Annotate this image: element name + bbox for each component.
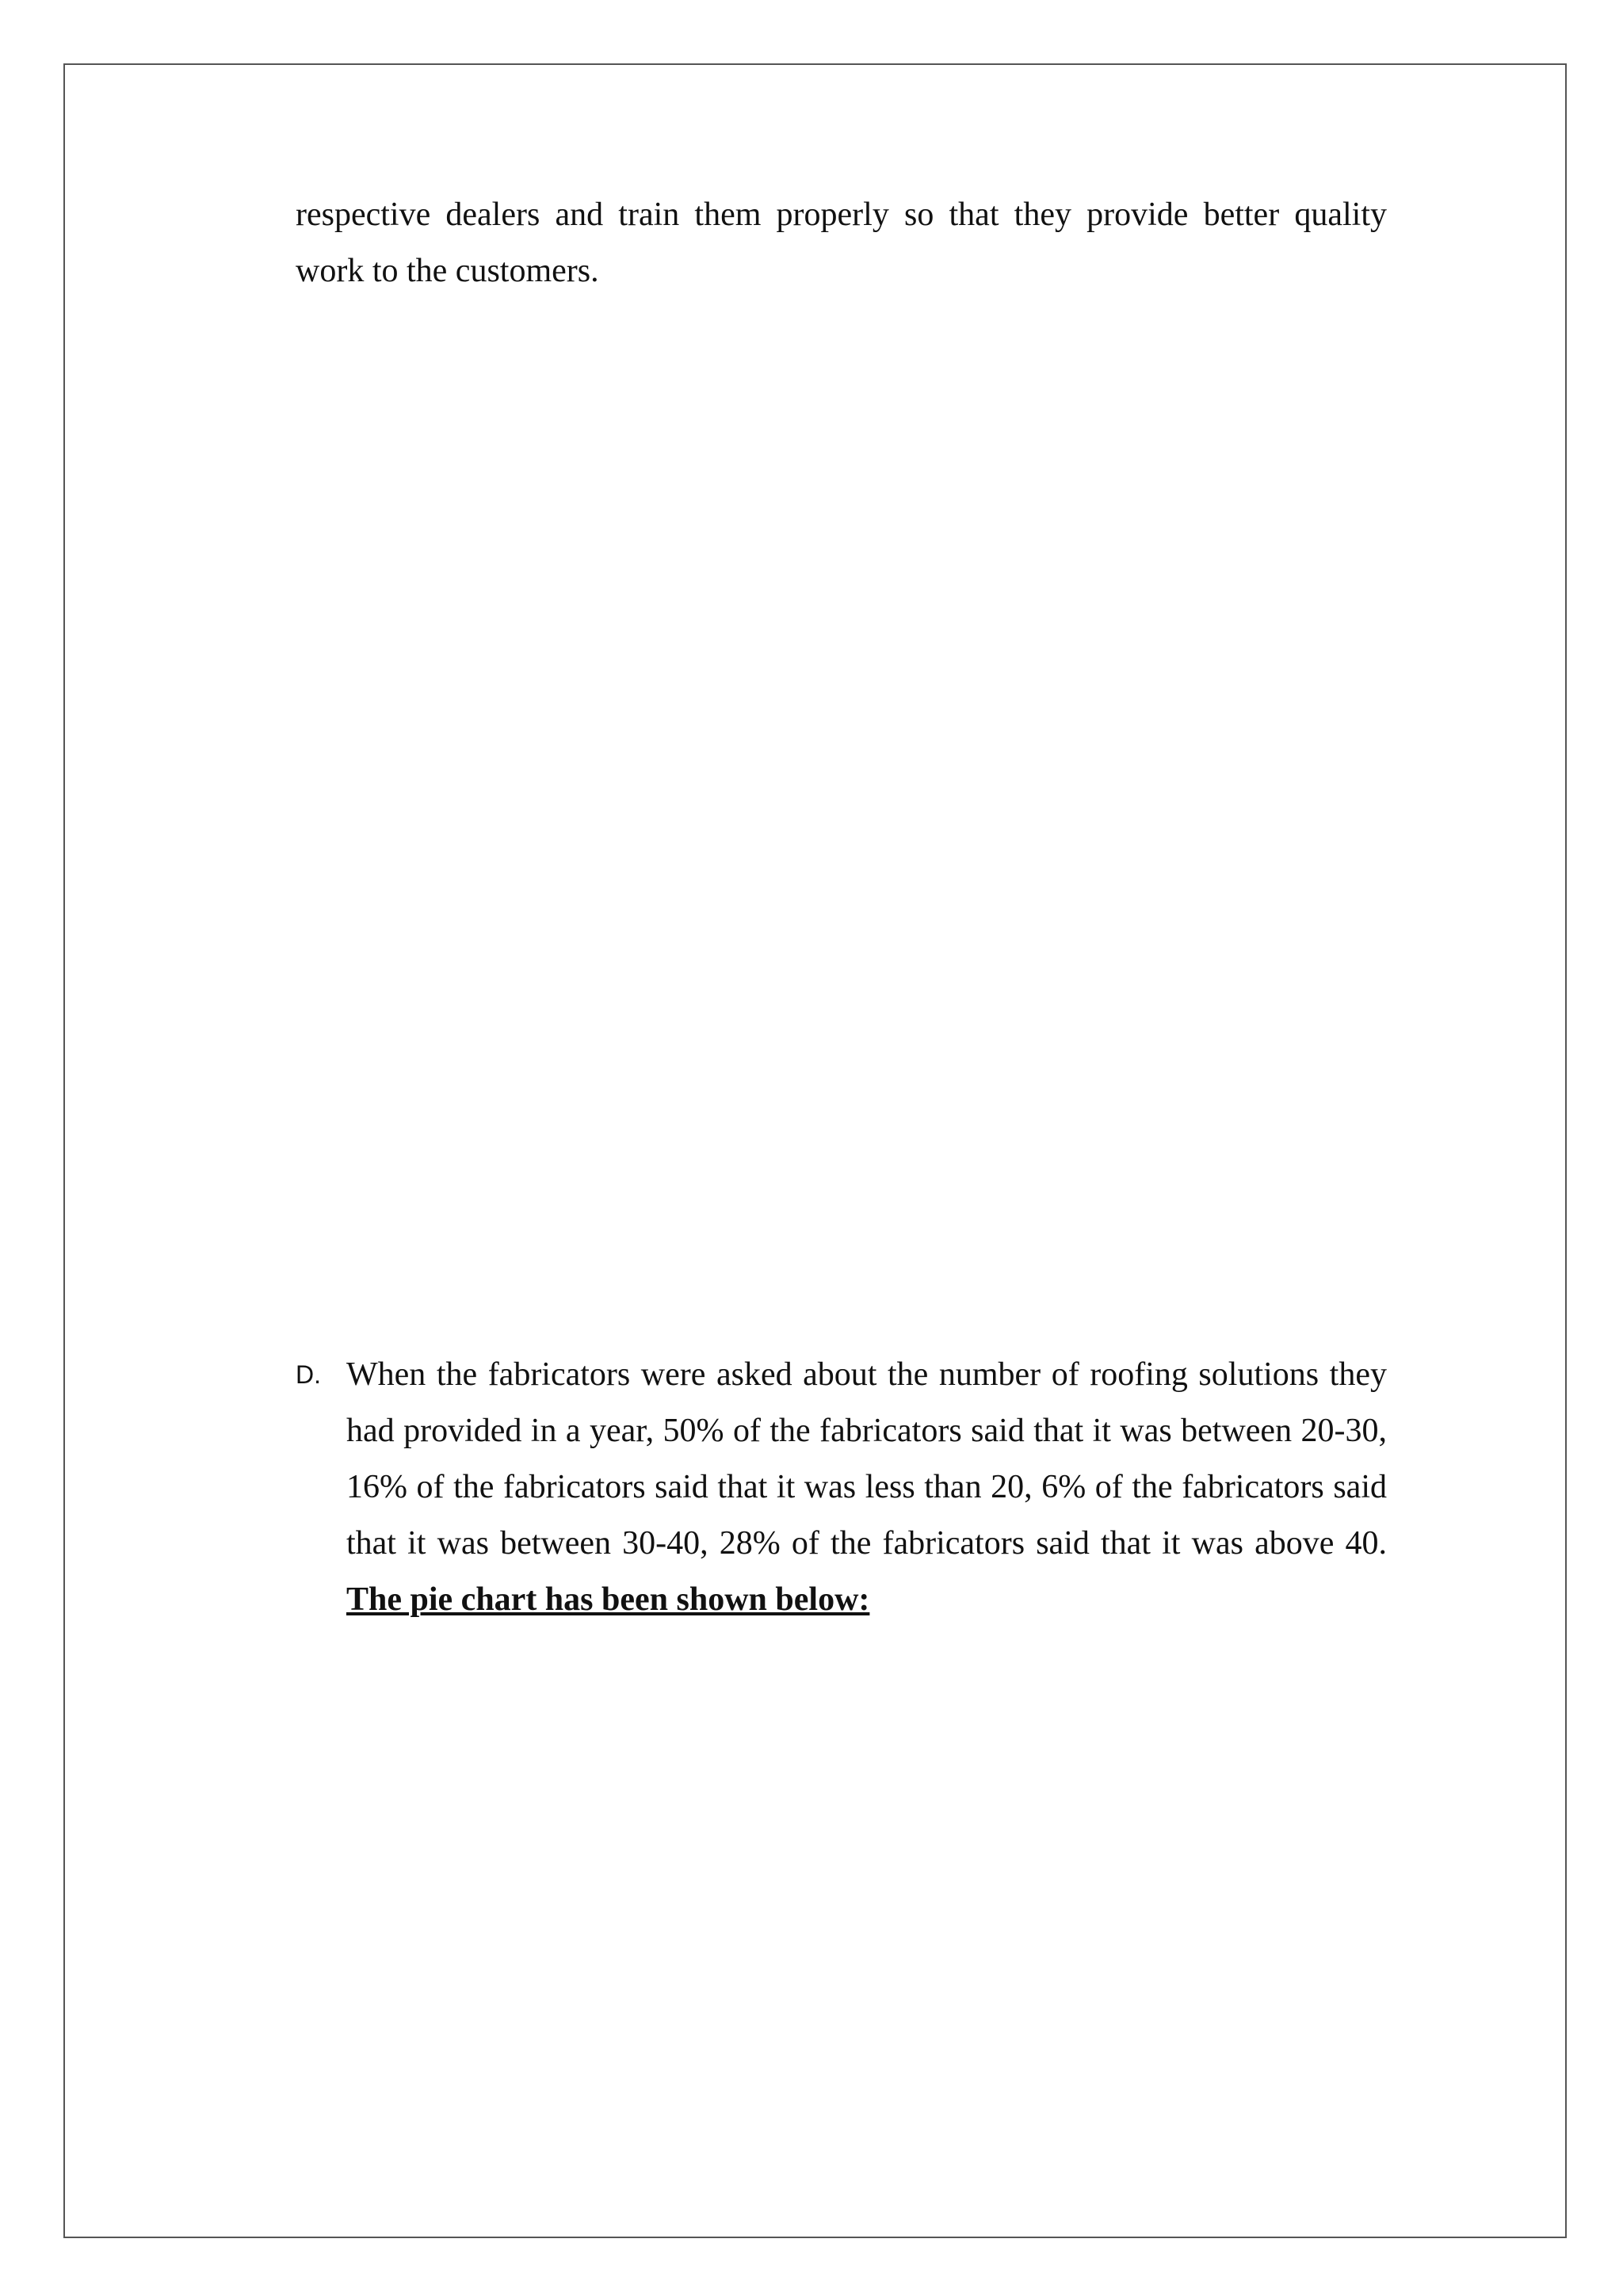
- pie-chart-caption: The pie chart has been shown below:: [346, 1581, 870, 1618]
- list-marker: D.: [296, 1360, 321, 1389]
- list-item-body: [346, 1347, 1387, 1628]
- page-border: [63, 63, 1567, 2238]
- top-paragraph: respective dealers and train them properly so that they provide better quality work to the customers.: [296, 196, 1387, 289]
- list-item-text: When the fabricators were asked about the number of roofing solutions they had provided in a year, 50% of the fabricators said that it was between 20-30, 16% of the fabricators said that it was less than 20, 6% of the fabricators said that it was between 30-40, 28% of the fabricators said that it was above 40.: [346, 1356, 1387, 1562]
- list-item-d: [296, 1347, 1387, 1628]
